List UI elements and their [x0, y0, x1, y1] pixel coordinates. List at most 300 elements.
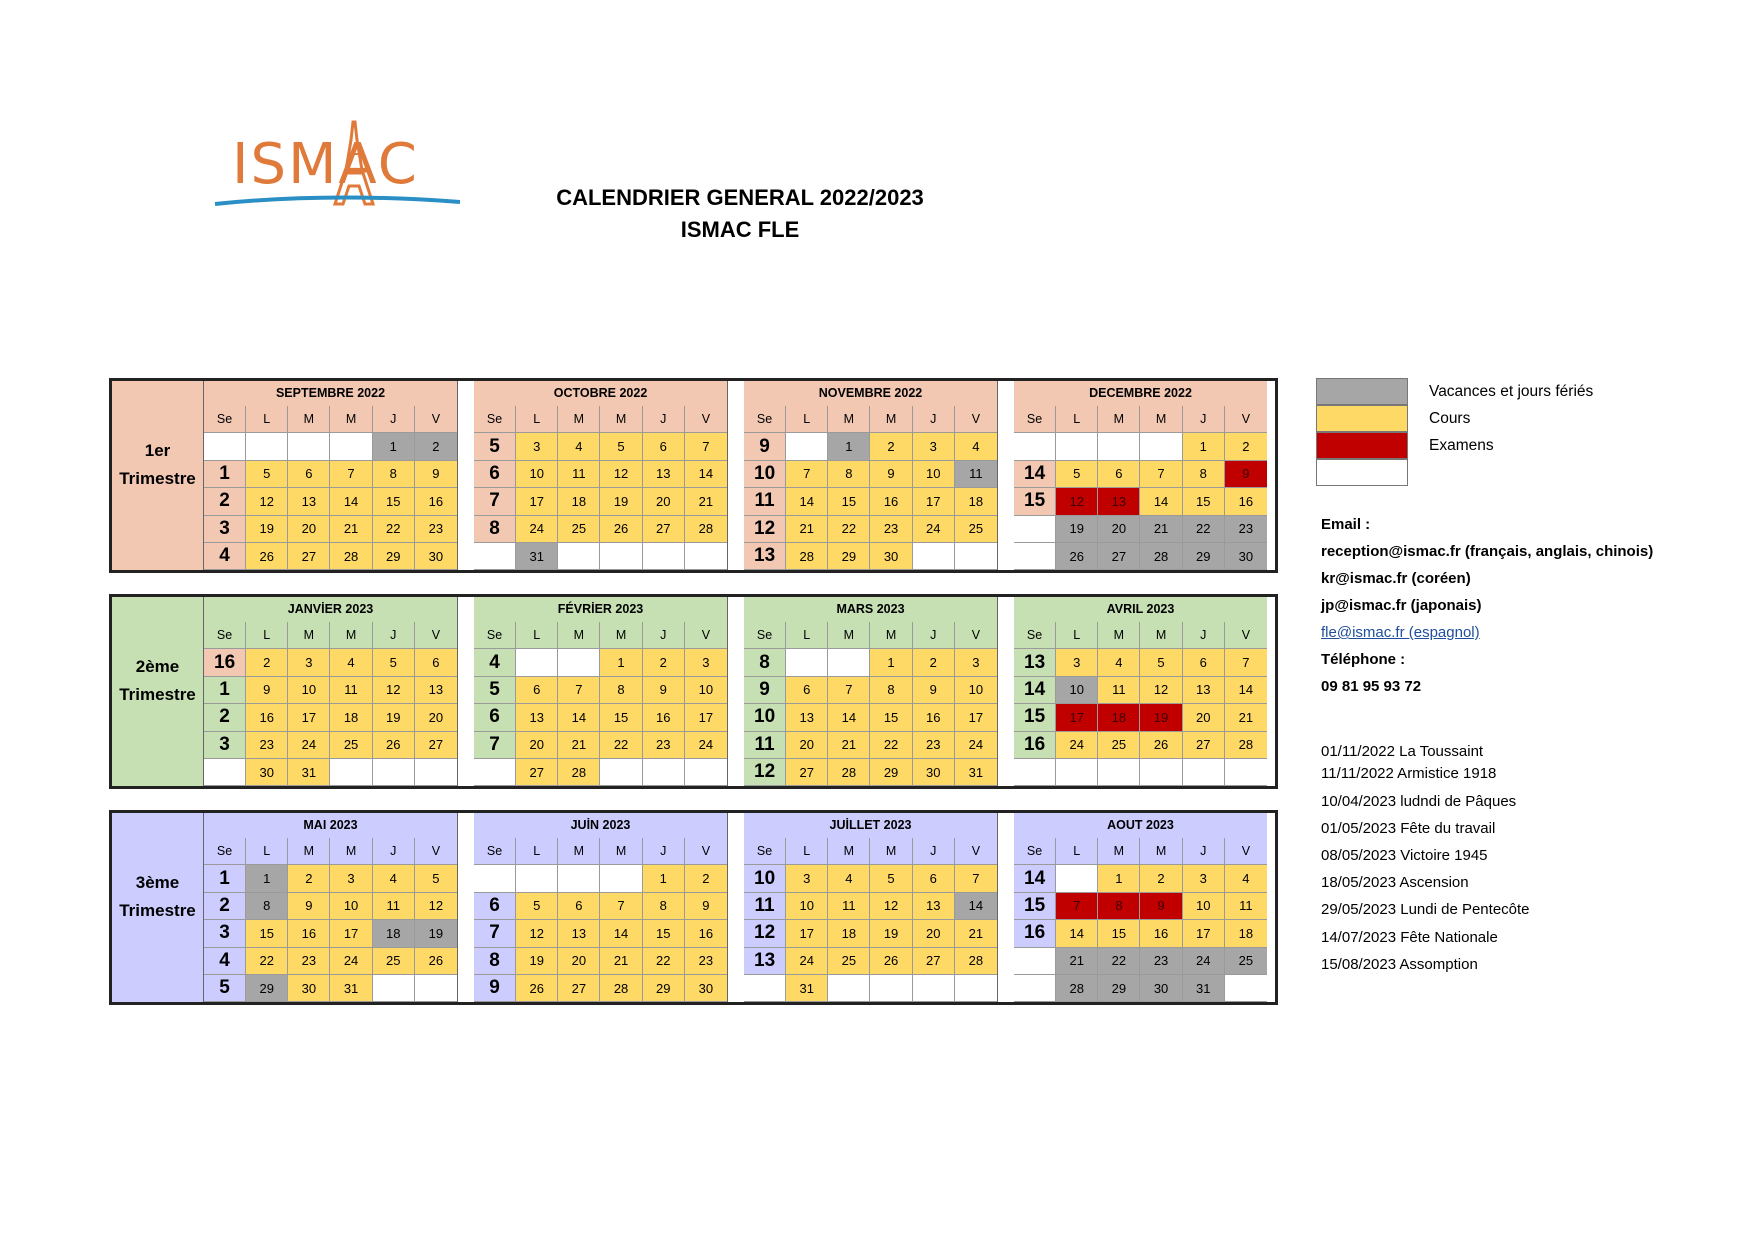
day-header: V	[415, 406, 457, 433]
day-header: J	[913, 622, 955, 649]
day-cell	[643, 759, 685, 786]
day-cell: 11	[330, 677, 372, 704]
quarter-label-word: Trimestre	[119, 901, 196, 920]
day-header: L	[516, 406, 558, 433]
day-cell: 4	[373, 865, 415, 892]
week-number: 14	[1014, 461, 1056, 488]
day-header: M	[828, 622, 870, 649]
month-calendar	[204, 597, 457, 786]
day-cell: 28	[786, 543, 828, 570]
day-cell	[1056, 759, 1098, 786]
week-row	[744, 865, 997, 892]
page-title	[480, 182, 1000, 246]
day-cell: 23	[643, 732, 685, 759]
day-header: Se	[1014, 406, 1056, 433]
day-cell	[1225, 975, 1267, 1002]
day-cell	[643, 543, 685, 570]
day-cell: 9	[415, 461, 457, 488]
day-cell: 28	[1056, 975, 1098, 1002]
day-cell	[955, 543, 997, 570]
week-row	[204, 516, 457, 543]
day-cell: 25	[828, 948, 870, 975]
week-number: 5	[204, 975, 246, 1002]
quarter-block	[109, 378, 1278, 573]
day-header: J	[913, 406, 955, 433]
day-cell: 8	[1098, 893, 1140, 920]
day-cell	[600, 759, 642, 786]
day-cell: 21	[828, 732, 870, 759]
week-number: 12	[744, 920, 786, 947]
day-cell: 24	[913, 516, 955, 543]
month-title: SEPTEMBRE 2022	[204, 381, 457, 407]
day-cell: 8	[643, 893, 685, 920]
day-cell: 11	[955, 461, 997, 488]
week-row	[474, 948, 727, 975]
day-header: J	[643, 622, 685, 649]
day-header: L	[246, 622, 288, 649]
day-cell: 14	[828, 704, 870, 731]
day-cell: 12	[516, 920, 558, 947]
day-cell: 12	[870, 893, 912, 920]
day-header: V	[685, 406, 727, 433]
day-cell: 15	[1183, 488, 1225, 515]
week-row	[474, 461, 727, 488]
day-cell: 10	[516, 461, 558, 488]
day-cell: 2	[685, 865, 727, 892]
day-cell	[913, 975, 955, 1002]
quarter-label-word: Trimestre	[119, 469, 196, 488]
week-number: 12	[744, 516, 786, 543]
day-cell: 13	[913, 893, 955, 920]
day-cell: 15	[828, 488, 870, 515]
day-cell: 28	[1225, 732, 1267, 759]
week-row	[204, 704, 457, 731]
day-header: M	[288, 838, 330, 865]
week-number: 16	[1014, 920, 1056, 947]
day-cell: 15	[643, 920, 685, 947]
day-header: J	[643, 406, 685, 433]
day-cell	[330, 433, 372, 460]
day-cell: 24	[1183, 948, 1225, 975]
day-cell: 27	[288, 543, 330, 570]
day-cell: 6	[288, 461, 330, 488]
week-row	[744, 920, 997, 947]
week-row	[204, 948, 457, 975]
day-cell: 6	[1183, 649, 1225, 676]
day-header: M	[288, 622, 330, 649]
day-cell	[913, 543, 955, 570]
day-cell: 2	[643, 649, 685, 676]
day-header: Se	[744, 406, 786, 433]
day-cell: 9	[1140, 893, 1182, 920]
day-cell: 15	[246, 920, 288, 947]
day-cell: 19	[516, 948, 558, 975]
day-cell	[1098, 759, 1140, 786]
day-header: M	[288, 406, 330, 433]
day-cell: 31	[288, 759, 330, 786]
month-title: NOVEMBRE 2022	[744, 381, 997, 407]
holiday-item: 18/05/2023 Ascension	[1321, 874, 1469, 891]
day-cell: 23	[415, 516, 457, 543]
week-number: 11	[744, 488, 786, 515]
day-cell	[558, 649, 600, 676]
email-japanese: jp@ismac.fr (japonais)	[1321, 597, 1482, 614]
day-header: M	[828, 406, 870, 433]
week-row	[1014, 948, 1267, 975]
week-row	[744, 649, 997, 676]
day-cell: 31	[1183, 975, 1225, 1002]
day-cell: 22	[1098, 948, 1140, 975]
week-number: 11	[744, 893, 786, 920]
day-cell: 14	[685, 461, 727, 488]
day-cell: 9	[246, 677, 288, 704]
day-header: M	[1098, 838, 1140, 865]
month-calendar	[474, 597, 727, 786]
day-header: L	[1056, 622, 1098, 649]
week-row	[1014, 893, 1267, 920]
day-cell: 11	[1225, 893, 1267, 920]
day-cell: 7	[558, 677, 600, 704]
week-number: 5	[474, 677, 516, 704]
day-cell: 16	[685, 920, 727, 947]
week-number	[204, 759, 246, 786]
week-row	[1014, 516, 1267, 543]
day-cell: 5	[870, 865, 912, 892]
day-cell: 26	[516, 975, 558, 1002]
day-cell: 19	[415, 920, 457, 947]
week-row	[744, 948, 997, 975]
day-cell: 27	[1183, 732, 1225, 759]
week-number: 2	[204, 704, 246, 731]
week-number: 13	[1014, 649, 1056, 676]
week-number: 15	[1014, 704, 1056, 731]
week-number: 8	[474, 516, 516, 543]
day-cell: 15	[600, 704, 642, 731]
week-number: 7	[474, 732, 516, 759]
day-cell: 25	[373, 948, 415, 975]
day-cell: 12	[415, 893, 457, 920]
day-cell: 8	[246, 893, 288, 920]
day-cell: 26	[870, 948, 912, 975]
day-cell: 28	[558, 759, 600, 786]
day-cell: 23	[1140, 948, 1182, 975]
day-cell: 5	[373, 649, 415, 676]
day-header: L	[786, 622, 828, 649]
month-calendar	[474, 813, 727, 1002]
day-cell: 3	[1183, 865, 1225, 892]
day-cell: 29	[643, 975, 685, 1002]
day-cell: 18	[1225, 920, 1267, 947]
week-row	[1014, 975, 1267, 1002]
week-number	[1014, 975, 1056, 1002]
day-header: M	[558, 406, 600, 433]
day-cell: 1	[828, 433, 870, 460]
week-row	[744, 433, 997, 460]
day-cell: 20	[415, 704, 457, 731]
day-header: M	[870, 622, 912, 649]
day-cell: 13	[415, 677, 457, 704]
day-cell: 31	[955, 759, 997, 786]
day-cell: 7	[330, 461, 372, 488]
day-cell: 9	[1225, 461, 1267, 488]
day-cell: 2	[1140, 865, 1182, 892]
day-cell: 15	[373, 488, 415, 515]
day-cell: 10	[955, 677, 997, 704]
day-cell: 25	[955, 516, 997, 543]
day-cell	[516, 649, 558, 676]
day-cell: 23	[1225, 516, 1267, 543]
month-title: OCTOBRE 2022	[474, 381, 727, 407]
month-title: MAI 2023	[204, 813, 457, 839]
day-cell: 17	[913, 488, 955, 515]
day-cell: 27	[415, 732, 457, 759]
day-cell: 20	[288, 516, 330, 543]
day-header: V	[1225, 622, 1267, 649]
day-cell: 25	[330, 732, 372, 759]
week-row	[474, 865, 727, 892]
week-row	[204, 732, 457, 759]
phone-label: Téléphone :	[1321, 651, 1406, 668]
day-cell: 7	[955, 865, 997, 892]
week-row	[474, 649, 727, 676]
week-number	[1014, 759, 1056, 786]
day-cell: 30	[685, 975, 727, 1002]
day-cell: 14	[330, 488, 372, 515]
week-number	[474, 865, 516, 892]
day-cell: 16	[870, 488, 912, 515]
day-cell: 12	[246, 488, 288, 515]
day-cell: 23	[870, 516, 912, 543]
day-cell: 21	[685, 488, 727, 515]
day-cell: 30	[913, 759, 955, 786]
week-number: 7	[474, 488, 516, 515]
day-header: M	[1098, 406, 1140, 433]
day-cell: 1	[1098, 865, 1140, 892]
day-cell: 2	[415, 433, 457, 460]
day-header: J	[373, 406, 415, 433]
day-cell: 5	[415, 865, 457, 892]
day-cell: 22	[600, 732, 642, 759]
week-number: 2	[204, 893, 246, 920]
week-row	[744, 488, 997, 515]
day-cell: 4	[1225, 865, 1267, 892]
month-calendar	[744, 597, 997, 786]
week-row	[474, 677, 727, 704]
week-number: 15	[1014, 893, 1056, 920]
day-cell: 4	[558, 433, 600, 460]
day-cell: 1	[246, 865, 288, 892]
week-number: 9	[744, 433, 786, 460]
legend-swatch-blank	[1316, 459, 1408, 486]
day-cell: 11	[1098, 677, 1140, 704]
day-cell: 4	[330, 649, 372, 676]
day-cell: 28	[1140, 543, 1182, 570]
month-calendar	[1014, 813, 1267, 1002]
day-cell: 6	[913, 865, 955, 892]
week-number: 6	[474, 461, 516, 488]
quarter-label-number: 3ème	[135, 873, 180, 892]
day-cell: 14	[786, 488, 828, 515]
day-header: J	[1183, 838, 1225, 865]
week-row	[474, 704, 727, 731]
day-cell: 18	[330, 704, 372, 731]
day-cell: 1	[1183, 433, 1225, 460]
day-cell: 10	[330, 893, 372, 920]
week-row	[744, 516, 997, 543]
day-cell: 6	[415, 649, 457, 676]
day-cell	[1056, 865, 1098, 892]
day-cell: 2	[870, 433, 912, 460]
day-cell: 26	[246, 543, 288, 570]
week-number: 1	[204, 461, 246, 488]
legend-label-exams: Examens	[1429, 437, 1494, 454]
day-header: L	[246, 838, 288, 865]
day-cell: 24	[516, 516, 558, 543]
day-cell: 21	[330, 516, 372, 543]
day-cell: 8	[373, 461, 415, 488]
day-cell: 16	[1225, 488, 1267, 515]
day-cell: 24	[786, 948, 828, 975]
day-cell: 30	[288, 975, 330, 1002]
day-header: M	[330, 622, 372, 649]
day-cell: 9	[685, 893, 727, 920]
day-cell: 27	[516, 759, 558, 786]
legend-swatch-exams	[1316, 432, 1408, 459]
holiday-item: 14/07/2023 Fête Nationale	[1321, 929, 1498, 946]
day-cell: 4	[955, 433, 997, 460]
week-row	[1014, 732, 1267, 759]
day-cell: 21	[786, 516, 828, 543]
month-title: DECEMBRE 2022	[1014, 381, 1267, 407]
week-row	[474, 759, 727, 786]
day-cell: 26	[1140, 732, 1182, 759]
day-cell: 3	[685, 649, 727, 676]
day-header: V	[415, 838, 457, 865]
week-row	[204, 677, 457, 704]
day-cell: 25	[1225, 948, 1267, 975]
day-header: J	[913, 838, 955, 865]
day-cell: 22	[828, 516, 870, 543]
day-cell: 18	[558, 488, 600, 515]
week-row	[1014, 433, 1267, 460]
week-number	[744, 975, 786, 1002]
day-cell: 22	[643, 948, 685, 975]
day-cell: 5	[1140, 649, 1182, 676]
day-header: L	[516, 622, 558, 649]
day-cell: 16	[913, 704, 955, 731]
day-cell	[373, 975, 415, 1002]
day-cell	[828, 975, 870, 1002]
week-row	[744, 677, 997, 704]
day-cell	[1056, 433, 1098, 460]
day-cell: 29	[1183, 543, 1225, 570]
day-cell: 16	[288, 920, 330, 947]
week-number: 9	[474, 975, 516, 1002]
day-header: L	[1056, 838, 1098, 865]
day-cell: 28	[330, 543, 372, 570]
day-cell: 10	[685, 677, 727, 704]
week-number: 10	[744, 461, 786, 488]
month-title: AVRIL 2023	[1014, 597, 1267, 623]
day-cell: 18	[1098, 704, 1140, 731]
day-cell: 3	[786, 865, 828, 892]
week-row	[744, 893, 997, 920]
week-row	[204, 893, 457, 920]
day-cell: 13	[786, 704, 828, 731]
day-header: M	[330, 406, 372, 433]
week-row	[744, 732, 997, 759]
week-row	[204, 649, 457, 676]
week-number	[1014, 516, 1056, 543]
email-spanish-link[interactable]: fle@ismac.fr (espagnol)	[1321, 624, 1480, 641]
month-calendar	[1014, 381, 1267, 570]
day-cell	[1140, 759, 1182, 786]
day-cell: 5	[246, 461, 288, 488]
day-cell: 7	[828, 677, 870, 704]
week-row	[474, 732, 727, 759]
day-header: J	[373, 622, 415, 649]
day-cell	[1225, 759, 1267, 786]
day-cell: 28	[600, 975, 642, 1002]
week-number: 4	[474, 649, 516, 676]
day-cell: 28	[828, 759, 870, 786]
week-row	[474, 488, 727, 515]
week-number: 7	[474, 920, 516, 947]
day-cell: 18	[955, 488, 997, 515]
day-cell	[330, 759, 372, 786]
holiday-item: 01/11/2022 La Toussaint	[1321, 743, 1484, 760]
week-row	[1014, 649, 1267, 676]
day-header: M	[870, 406, 912, 433]
day-cell: 12	[1056, 488, 1098, 515]
day-cell: 17	[786, 920, 828, 947]
day-header: L	[516, 838, 558, 865]
week-number: 8	[474, 948, 516, 975]
day-cell: 1	[870, 649, 912, 676]
day-cell: 31	[786, 975, 828, 1002]
day-header: Se	[204, 838, 246, 865]
day-cell: 2	[1225, 433, 1267, 460]
quarter-label-number: 1er	[144, 441, 171, 460]
day-header: M	[330, 838, 372, 865]
day-header: M	[1140, 622, 1182, 649]
week-number: 13	[744, 543, 786, 570]
day-cell: 30	[1225, 543, 1267, 570]
week-number	[1014, 543, 1056, 570]
day-cell: 16	[415, 488, 457, 515]
day-cell	[516, 865, 558, 892]
day-cell: 14	[1225, 677, 1267, 704]
day-cell: 22	[1183, 516, 1225, 543]
day-cell: 30	[1140, 975, 1182, 1002]
day-header: M	[600, 406, 642, 433]
day-header: L	[786, 406, 828, 433]
day-cell	[955, 975, 997, 1002]
day-cell: 2	[913, 649, 955, 676]
day-cell: 4	[828, 865, 870, 892]
day-cell: 9	[288, 893, 330, 920]
day-cell: 14	[558, 704, 600, 731]
quarter-label	[112, 813, 204, 1002]
legend-swatch-holidays	[1316, 378, 1408, 405]
day-cell: 26	[600, 516, 642, 543]
week-number: 8	[744, 649, 786, 676]
day-header: J	[1183, 622, 1225, 649]
day-cell: 21	[955, 920, 997, 947]
day-header: M	[1140, 838, 1182, 865]
month-calendar	[474, 381, 727, 570]
day-cell: 12	[600, 461, 642, 488]
